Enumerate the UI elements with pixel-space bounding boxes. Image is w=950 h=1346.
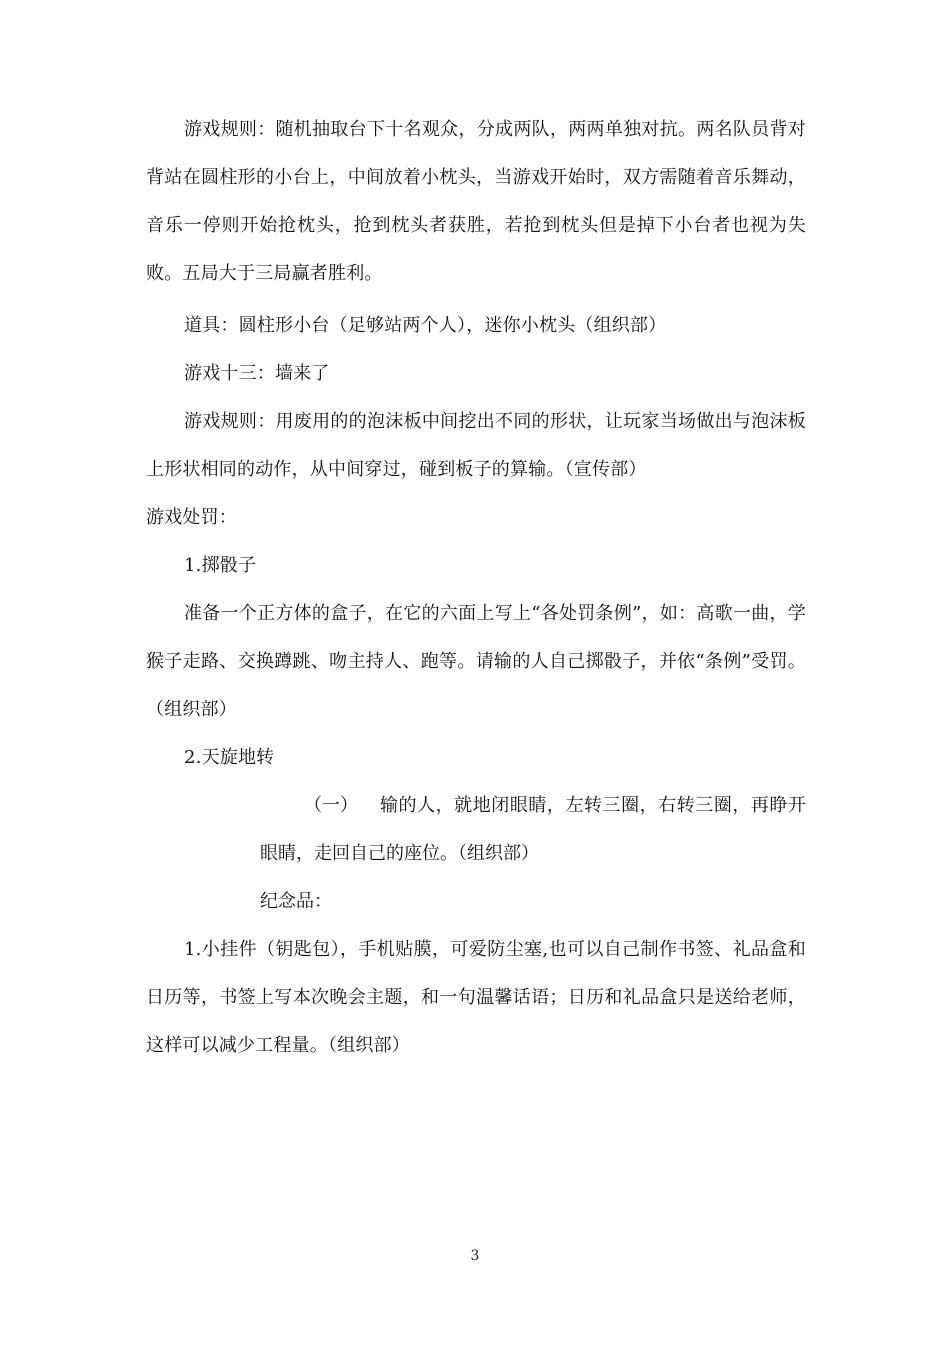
- paragraph-spin-title: 2.天旋地转: [184, 747, 275, 768]
- paragraph-game-rules-wall: 游戏规则：用废用的的泡沫板中间挖出不同的形状，让玩家当场做出与泡沫板上形状相同的动作，从中间穿过，碰到板子的算输。（宣传部）: [146, 411, 806, 480]
- list-label-one: （一）: [304, 795, 358, 816]
- paragraph-souvenir-heading: 纪念品：: [260, 891, 332, 912]
- paragraph-souvenir-description: 1.小挂件（钥匙包），手机贴膜，可爱防尘塞,也可以自己制作书签、礼品盒和日历等，书签上写本次晚会主题，和一句温馨话语；日历和礼品盒只是送给老师，这样可以减少工程量。（组织部）: [146, 939, 806, 1056]
- paragraph-game-thirteen-title: 游戏十三：墙来了: [184, 363, 330, 384]
- paragraph-props: 道具：圆柱形小台（足够站两个人），迷你小枕头（组织部）: [184, 315, 667, 336]
- page-number: 3: [470, 1248, 480, 1264]
- paragraph-dice-description: 准备一个正方体的盒子，在它的六面上写上“各处罚条例”，如：高歌一曲，学猴子走路、交换蹲跳、吻主持人、跑等。请输的人自己掷骰子，并依“条例”受罚。（组织部）: [146, 603, 806, 720]
- paragraph-spin-description: 输的人，就地闭眼睛，左转三圈，右转三圈，再睁开眼睛，走回自己的座位。（组织部）: [260, 795, 806, 864]
- paragraph-penalty-heading: 游戏处罚：: [146, 507, 237, 528]
- paragraph-game-rules-pillow: 游戏规则：随机抽取台下十名观众，分成两队，两两单独对抗。两名队员背对背站在圆柱形的小台上，中间放着小枕头，当游戏开始时，双方需随着音乐舞动，音乐一停则开始抢枕头，抢到枕头者获胜，若抢到枕头但是掉下小台者也视为失败。五局大于三局赢者胜利。: [146, 119, 806, 284]
- paragraph-dice-title: 1.掷骰子: [184, 555, 257, 576]
